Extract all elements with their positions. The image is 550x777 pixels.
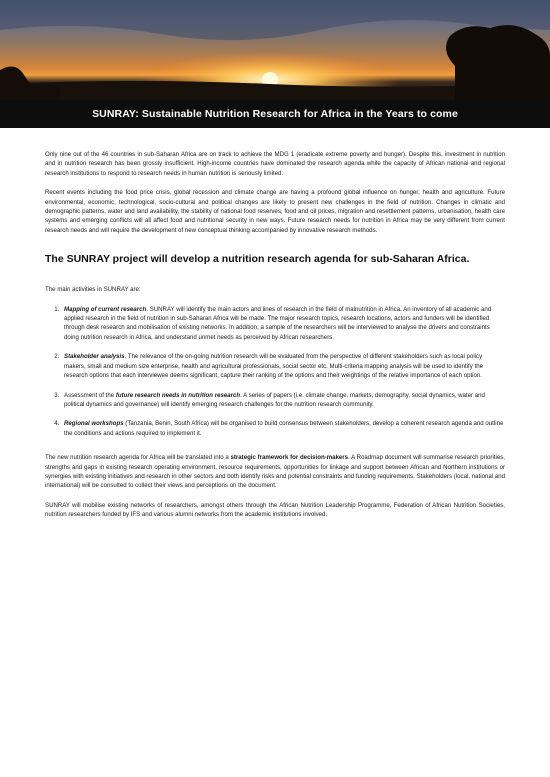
- title-bar: [0, 100, 550, 128]
- paragraph-mdg: Only nine out of the 46 countries in sub-Saharan Africa are on track to achieve the MDG 1 (eradicate extreme poverty and hunger). Despite this, investment in nutrition and in nutrition research has been grossly insufficient. High-income countries have dominated the research agenda while the capacity of African national and regional research institutions to respond to research needs in human nutrition is seriously limited.: [45, 151, 505, 177]
- activity-item: [61, 419, 505, 438]
- activity-prefix: Assessment of the: [64, 391, 116, 399]
- activity-title: Mapping of current research: [64, 305, 147, 313]
- document-title: SUNRAY: Sustainable Nutrition Research for Africa in the Years to come: [92, 108, 458, 120]
- paragraph-networks: SUNRAY will mobilise existing networks of researchers, amongst others through the African Nutrition Leadership Programme, Federation of African Nutrition Societies, nutrition researchers funded by IFS and various alumni networks from the academic institutions involved.: [45, 501, 505, 519]
- document-body: [45, 150, 505, 530]
- sunset-banner-image: [0, 0, 550, 100]
- activity-title: future research needs in nutrition research: [115, 391, 241, 399]
- activity-item: [61, 305, 505, 343]
- activity-body: . SUNRAY will identify the main actors and lines of research in the field of malnutrition in Africa. An inventory of all academic and applied research in the field of nutrition in sub-Saharan Africa will be made. The major research topics, research locations, actors and funders will be identified through desk research and mobilisation of existing networks. In addition, a sample of the researchers will be interviewed to analyse the drivers and constraints doing nutrition research in Africa, and understand unmet needs as perceived by African researchers.: [64, 305, 492, 341]
- section-heading: The SUNRAY project will develop a nutrition research agenda for sub-Saharan Africa.: [45, 253, 470, 266]
- activity-item: [61, 352, 505, 380]
- paragraph-recent-events: Recent events including the food price crisis, global recession and climate change are having a profound global influence on hunger, health and agriculture. Future environmental, economic, technological, socio-cultural and political changes are likely to present new challenges in the field of nutrition. Changes in climatic and demographic patterns, water and land availability, the stability of national food reserves, food and oil prices, migration and resettlement patterns, urbanisation, health care systems and emerging conflicts will all affect food and nutritional security in new ways. Future research needs for nutrition in Africa may be very different from current research needs and will require the development of new conceptual thinking accompanied by innovative research methods.: [45, 189, 505, 234]
- activity-body: . The relevance of the on-going nutrition research will be evaluated from the perspective of different stakeholders such as local policy makers, small and medium size enterprise, health and agricultural professionals, social sector etc. Multi-criteria mapping analysis will be used to identify the research options that each interviewee deems significant, capture their ranking of the options and their weightings of the relative importance of each option.: [64, 353, 483, 380]
- sunset-landscape-illustration: [0, 0, 550, 100]
- activity-item: [61, 391, 505, 410]
- activity-body: . A series of papers (i.e. climate change, markets, demography, social dynamics, water and political dynamics and governance) will identify emerging research challenges for the nutrition research community.: [64, 391, 485, 408]
- activity-title: Stakeholder analysis: [64, 353, 125, 361]
- strategy-emphasis: strategic framework for decision-makers: [230, 454, 349, 462]
- paragraph-strategic-framework: The new nutrition research agenda for Africa will be translated into a strategic framework for decision-makers. A Roadmap document will summarise research priorities, strengths and gaps in existing research operating environment, resource requirements, opportunities for linkage and support between African and Northern institutions or synergies with existing initiatives and research in other sectors and both identify risks and potential constraints and funding requirements. Stakeholders (local, national and international) will be consulted to collect their views and perceptions on the document.: [45, 454, 505, 490]
- activity-title: Regional workshops: [64, 420, 124, 428]
- activities-intro: The main activities in SUNRAY are:: [45, 286, 141, 294]
- activity-body: (Tanzania, Benin, South Africa) will be organised to build consensus between stakeholders, develop a coherent research agenda and outline the conditions and actions required to implement it.: [64, 420, 504, 437]
- activities-list: [45, 305, 505, 438]
